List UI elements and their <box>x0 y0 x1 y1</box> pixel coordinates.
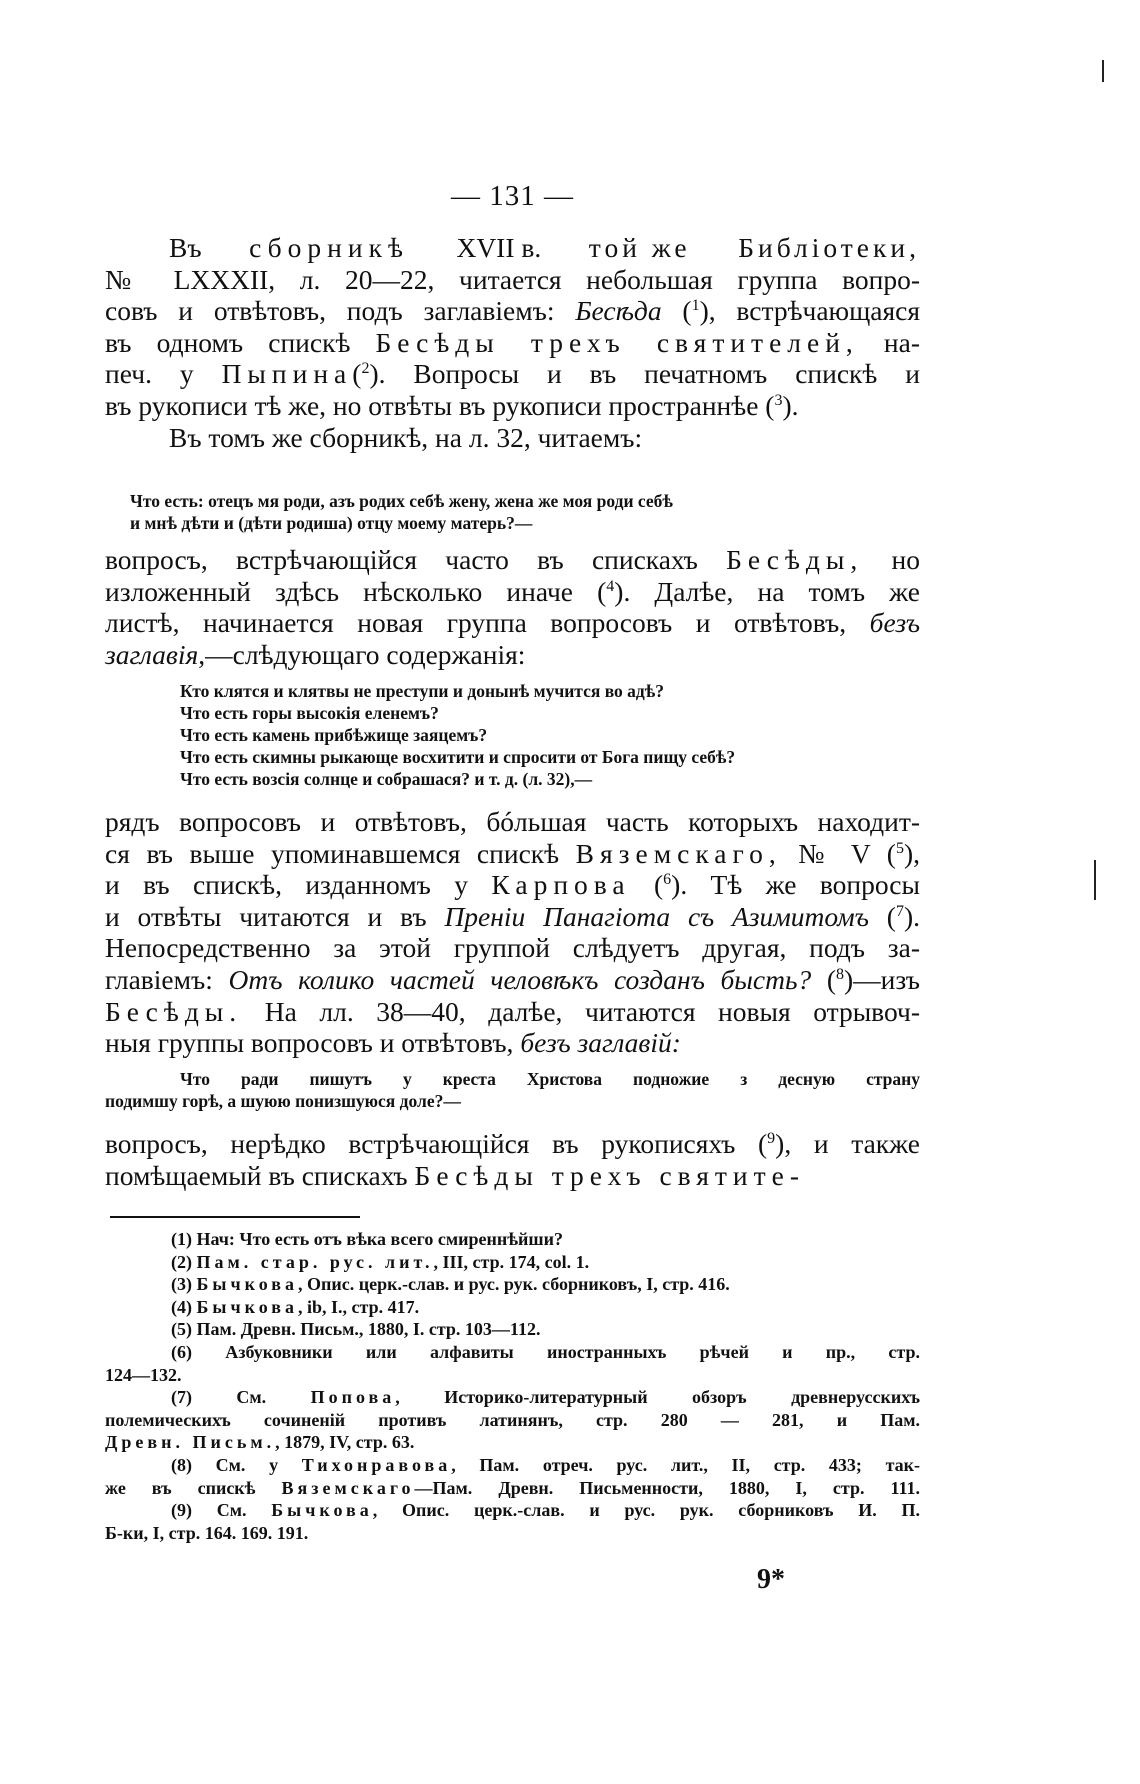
quote-block-1 <box>130 490 920 534</box>
footnote-ref[interactable]: 2 <box>361 360 370 378</box>
text-line: печ. у Пыпина($^2$). Вопросы и въ печатномъ спискѣ и <box>105 358 920 390</box>
footnote-ref[interactable]: 9 <box>767 1129 776 1147</box>
quote-line: Что есть скимны рыкающе восхитити и спросити от Бога пищу себѣ? <box>180 747 736 767</box>
text-line: главіемъ: Отъ колико частей человѣкъ созданъ бысть? ($^8$)—изъ <box>105 963 921 995</box>
footnote-ref[interactable]: 6 <box>663 871 672 889</box>
quote-line: Что есть камень прибѣжище заяцемъ? <box>180 725 488 745</box>
footnote-9-cont: Б-ки, I, стр. 164. 169. 191. <box>105 1522 309 1543</box>
quote-block-2 <box>180 680 920 790</box>
page-number: — 131 — <box>451 180 574 212</box>
footnote-9: (9) См. Бычкова, Опис. церк.-слав. и рус. рук. сборниковъ И. П. <box>171 1500 920 1521</box>
paragraph-4 <box>105 1128 920 1191</box>
footnote-5: (5) Пам. Древн. Письм., 1880, I. стр. 103—112. <box>171 1319 541 1340</box>
quote-line: Что ради пишутъ у креста Христова подножие з десную страну <box>180 1069 920 1089</box>
quote-line: Кто клятся и клятвы не преступи и донынѣ мучится во адѣ? <box>180 681 665 701</box>
text-line: изложенный здѣсь нѣсколько иначе ($^4$). Далѣе, на томъ же <box>105 575 921 607</box>
footnote-ref[interactable]: 7 <box>895 902 904 920</box>
footnote-1: (1) Нач: Что есть отъ вѣка всего смиреннѣйши? <box>171 1229 563 1249</box>
quote-line: Что есть: отецъ мя роди, азъ родих себѣ жену, жена же моя роди себѣ <box>130 491 673 511</box>
quote-block-3 <box>105 1068 920 1112</box>
paragraph-2 <box>105 544 920 670</box>
quote-line: подимшу горѣ, а шуюю понизшуюся доле?— <box>105 1091 461 1111</box>
footnote-separator <box>110 1216 360 1218</box>
footnote-4: (4) Бычкова, ib, I., стр. 417. <box>171 1296 420 1317</box>
quote-line: Что есть возсія солнце и собрашася? и т. д. (л. 32),— <box>180 769 593 789</box>
text-line: рядъ вопросовъ и отвѣтовъ, бóльшая часть которыхъ находит- <box>105 806 920 837</box>
scan-mark <box>1102 60 1104 82</box>
footnote-ref[interactable]: 3 <box>774 391 783 409</box>
scan-mark <box>1094 860 1096 900</box>
text-line: Бесѣды. На лл. 38—40, далѣе, читаются новыя отрывоч- <box>105 995 920 1027</box>
text-line: Въ томъ же сборникѣ, на л. 32, читаемъ: <box>169 421 643 453</box>
footnote-7-cont: полемическихъ сочиненій противъ латинянъ, стр. 280 — 281, и Пам. <box>105 1409 920 1430</box>
text-line: совъ и отвѣтовъ, подъ заглавіемъ: Бесѣда ($^1$), встрѣчающаяся <box>105 295 920 327</box>
footnote-6: (6) Азбуковники или алфавиты иностранныхъ рѣчей и пр., стр. <box>171 1341 920 1362</box>
footnote-7: (7) См. Попова, Историко-литературный обзоръ древнерусскихъ <box>171 1387 921 1408</box>
text-line: ныя группы вопросовъ и отвѣтовъ, безъ заглавій: <box>105 1027 681 1059</box>
text-line: заглавія,—слѣдующаго содержанія: <box>105 638 526 670</box>
footnote-8: (8) См. у Тихонравова, Пам. отреч. рус. лит., II, стр. 433; так- <box>171 1454 921 1475</box>
footnote-ref[interactable]: 5 <box>895 839 904 857</box>
text-line: и отвѣты читаются и въ Преніи Панагіота съ Азимитомъ ($^7$). <box>105 900 920 932</box>
signature-mark: 9* <box>757 1564 785 1595</box>
text-line: Въ сборникѣ XVII в. той же Библіотеки, <box>169 232 920 263</box>
paragraph-1 <box>105 232 920 453</box>
footnote-ref[interactable]: 8 <box>836 965 845 983</box>
footnote-ref[interactable]: 4 <box>606 577 615 595</box>
text-line: № LXXXII, л. 20—22, читается небольшая группа вопро- <box>105 263 920 295</box>
footnotes <box>105 1228 920 1544</box>
footnote-7-cont: Древн. Письм., 1879, IV, стр. 63. <box>105 1432 415 1453</box>
quote-line: и мнѣ дѣти и (дѣти родиша) отцу моему матерь?— <box>130 513 533 533</box>
text-line: ся въ выше упоминавшемся спискѣ Вяземскаго, № V ($^5$), <box>105 837 920 869</box>
text-line: листѣ, начинается новая группа вопросовъ и отвѣтовъ, безъ <box>105 607 920 639</box>
text-line: вопросъ, нерѣдко встрѣчающійся въ рукописяхъ ($^9$), и также <box>105 1128 920 1159</box>
paragraph-3 <box>105 806 920 1059</box>
text-line: Непосредственно за этой группой слѣдуетъ другая, подъ за- <box>105 932 920 964</box>
footnote-8-cont: же въ спискѣ Вяземскаго—Пам. Древн. Письменности, 1880, I, стр. 111. <box>105 1477 920 1498</box>
footnote-6-cont: 124—132. <box>105 1364 182 1385</box>
text-line: въ одномъ спискѣ Бесѣды трехъ святителей, на- <box>105 326 920 358</box>
quote-line: Что есть горы высокія еленемъ? <box>180 703 439 723</box>
text-line: въ рукописи тѣ же, но отвѣты въ рукописи пространнѣе ($^3$). <box>105 389 799 421</box>
footnote-3: (3) Бычкова, Опис. церк.-слав. и рус. рук. сборниковъ, I, стр. 416. <box>171 1274 730 1295</box>
footnote-ref[interactable]: 1 <box>691 297 700 315</box>
text-line: помѣщаемый въ спискахъ Бесѣды трехъ святите- <box>105 1159 806 1191</box>
text-line: вопросъ, встрѣчающійся часто въ спискахъ Бесѣды, но <box>105 544 920 575</box>
text-line: и въ спискѣ, изданномъ у Карпова ($^6$). Тѣ же вопросы <box>105 869 920 901</box>
footnote-2: (2) Пам. стар. рус. лит., III, стр. 174, col. 1. <box>171 1251 590 1272</box>
